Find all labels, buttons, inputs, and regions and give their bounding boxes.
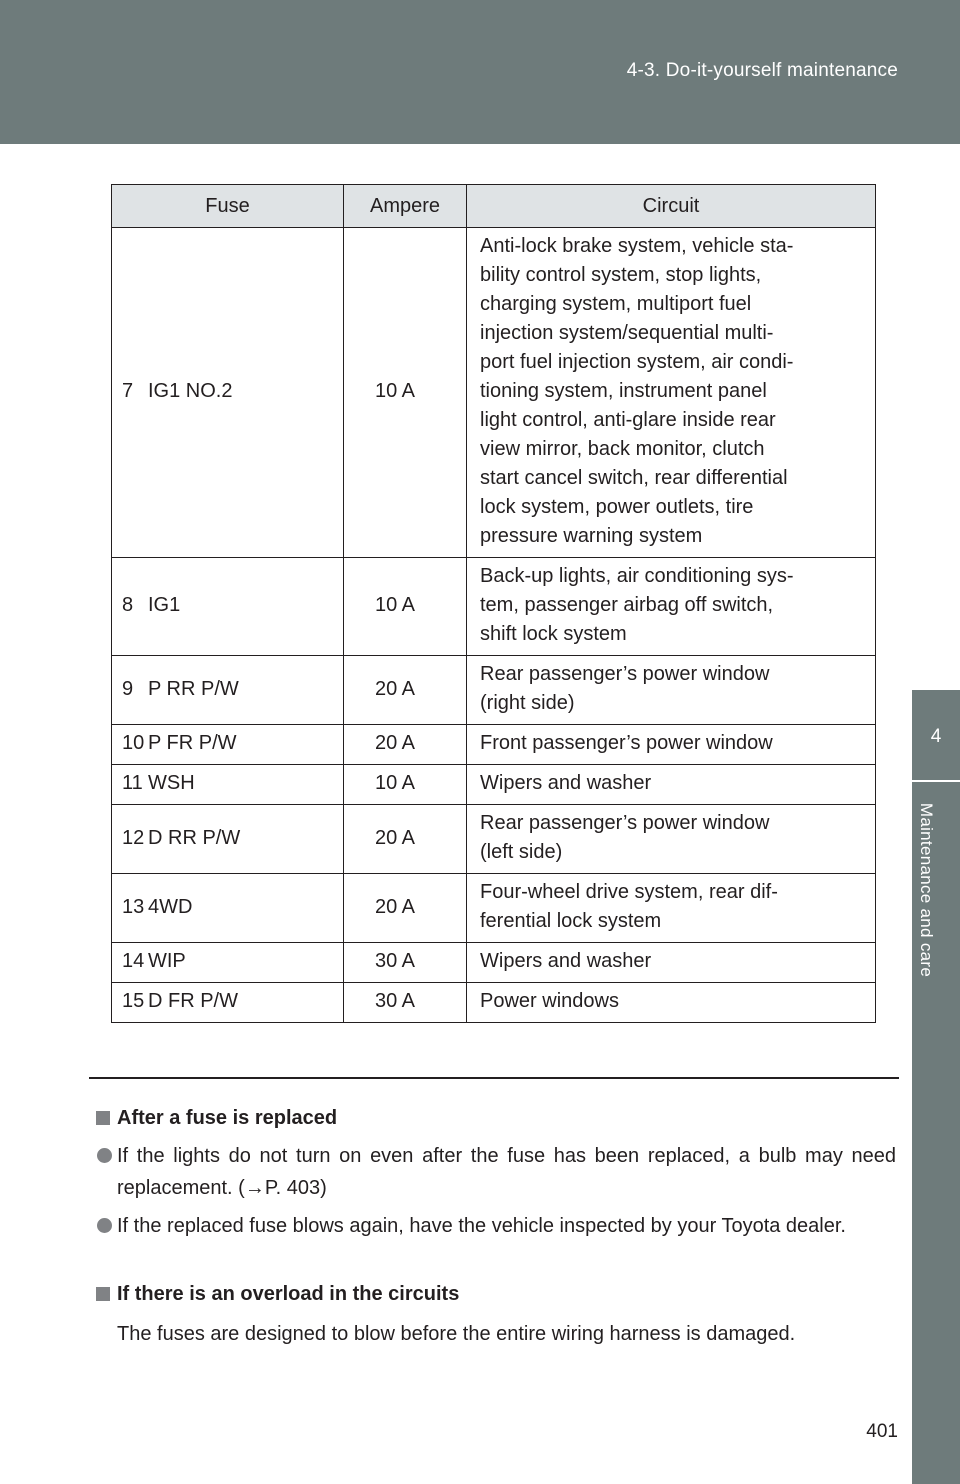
chapter-number: 4 [930, 726, 942, 747]
table-row [112, 874, 876, 943]
fuse-name: 4WD [146, 874, 344, 943]
fuse-ampere: 20 A [344, 656, 467, 725]
note-body: The fuses are designed to blow before the entire wiring harness is damaged. [117, 1323, 796, 1345]
header-ampere: Ampere [344, 185, 467, 228]
note-title: If there is an overload in the circuits [96, 1278, 896, 1310]
fuse-ampere: 10 A [344, 765, 467, 805]
table-row [112, 725, 876, 765]
table-row [112, 805, 876, 874]
circle-bullet-icon [97, 1148, 112, 1163]
circuit-line: shift lock system [480, 623, 627, 645]
circuit-line: Front passenger’s power window [480, 732, 773, 754]
chapter-label: Maintenance and care [917, 802, 936, 978]
fuse-table [111, 184, 876, 1023]
page-number: 401 [866, 1421, 898, 1442]
fuse-number: 12 [112, 805, 147, 874]
table-row [112, 228, 876, 558]
fuse-number: 14 [112, 943, 147, 983]
circuit-line: lock system, power outlets, tire [480, 496, 754, 518]
fuse-ampere: 10 A [344, 228, 467, 558]
fuse-number: 10 [112, 725, 147, 765]
square-bullet-icon [96, 1287, 110, 1301]
circuit-line: Four-wheel drive system, rear dif- [480, 881, 778, 903]
circuit-line: bility control system, stop lights, [480, 264, 762, 286]
circuit-line: ferential lock system [480, 910, 662, 932]
fuse-circuit [467, 765, 876, 805]
circuit-line: Rear passenger’s power window [480, 812, 770, 834]
fuse-number: 13 [112, 874, 147, 943]
table-row [112, 656, 876, 725]
fuse-table-body [112, 228, 876, 1023]
note-after-replaced [96, 1102, 896, 1242]
circuit-line: pressure warning system [480, 525, 703, 547]
header-fuse: Fuse [112, 185, 344, 228]
circuit-line: injection system/sequential multi- [480, 322, 774, 344]
fuse-circuit [467, 656, 876, 725]
fuse-name: P RR P/W [146, 656, 344, 725]
fuse-number: 11 [112, 765, 147, 805]
fuse-number: 8 [112, 558, 147, 656]
fuse-circuit [467, 943, 876, 983]
circuit-line: (right side) [480, 692, 575, 714]
table-row [112, 558, 876, 656]
note-bullet: If the replaced fuse blows again, have the vehicle inspected by your Toyota dealer. [96, 1210, 896, 1242]
circuit-line: Rear passenger’s power window [480, 663, 770, 685]
fuse-circuit [467, 558, 876, 656]
chapter-strip [912, 782, 960, 1484]
circuit-line: Power windows [480, 990, 619, 1012]
fuse-circuit [467, 983, 876, 1023]
fuse-number: 15 [112, 983, 147, 1023]
table-header-row [112, 185, 876, 228]
fuse-ampere: 20 A [344, 874, 467, 943]
fuse-name: D FR P/W [146, 983, 344, 1023]
note-title: After a fuse is replaced [96, 1102, 896, 1134]
page-header [0, 0, 960, 144]
circuit-line: Wipers and washer [480, 950, 652, 972]
note-overload [96, 1278, 896, 1350]
section-title: 4-3. Do-it-yourself maintenance [626, 60, 898, 81]
chapter-tab [912, 690, 960, 780]
fuse-name: P FR P/W [146, 725, 344, 765]
table-row [112, 765, 876, 805]
fuse-number: 9 [112, 656, 147, 725]
fuse-circuit [467, 228, 876, 558]
fuse-circuit [467, 725, 876, 765]
fuse-name: WSH [146, 765, 344, 805]
circuit-line: (left side) [480, 841, 563, 863]
circle-bullet-icon [97, 1218, 112, 1233]
circuit-line: tem, passenger airbag off switch, [480, 594, 774, 616]
fuse-name: IG1 NO.2 [146, 228, 344, 558]
circuit-line: start cancel switch, rear differential [480, 467, 788, 489]
fuse-number: 7 [112, 228, 147, 558]
fuse-ampere: 20 A [344, 805, 467, 874]
circuit-line: Back-up lights, air conditioning sys- [480, 565, 794, 587]
circuit-line: Wipers and washer [480, 772, 652, 794]
square-bullet-icon [96, 1111, 110, 1125]
header-circuit: Circuit [467, 185, 876, 228]
circuit-line: view mirror, back monitor, clutch [480, 438, 765, 460]
fuse-circuit [467, 805, 876, 874]
table-row [112, 943, 876, 983]
circuit-line: tioning system, instrument panel [480, 380, 767, 402]
fuse-ampere: 20 A [344, 725, 467, 765]
fuse-circuit [467, 874, 876, 943]
fuse-ampere: 30 A [344, 943, 467, 983]
fuse-name: D RR P/W [146, 805, 344, 874]
fuse-name: IG1 [146, 558, 344, 656]
circuit-line: charging system, multiport fuel [480, 293, 752, 315]
divider [89, 1077, 899, 1079]
fuse-ampere: 10 A [344, 558, 467, 656]
circuit-line: Anti-lock brake system, vehicle sta- [480, 235, 794, 257]
circuit-line: light control, anti-glare inside rear [480, 409, 776, 431]
fuse-name: WIP [146, 943, 344, 983]
fuse-ampere: 30 A [344, 983, 467, 1023]
circuit-line: port fuel injection system, air condi- [480, 351, 794, 373]
note-bullet: If the lights do not turn on even after the fuse has been replaced, a bulb may need replacement. (→P. 403) [96, 1140, 896, 1204]
table-row [112, 983, 876, 1023]
